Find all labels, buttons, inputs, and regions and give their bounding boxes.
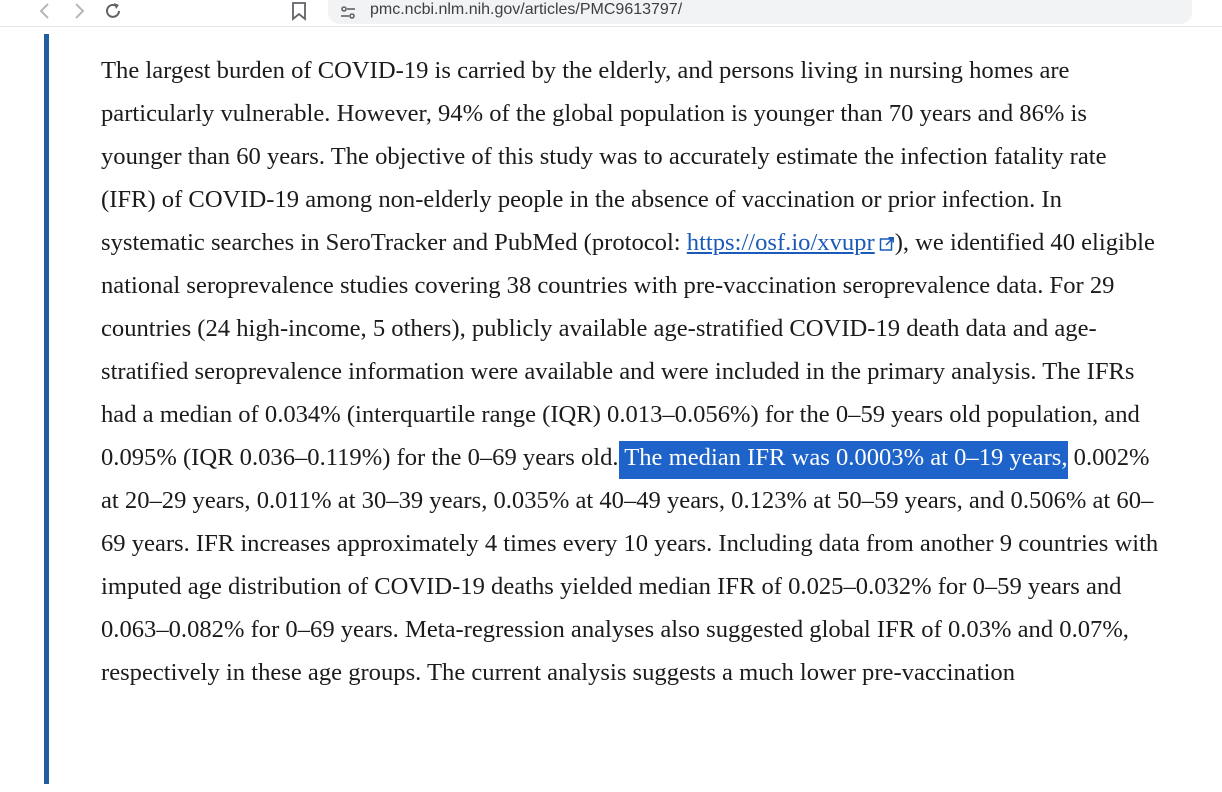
abstract-paragraph: [101, 49, 1161, 694]
back-arrow-icon[interactable]: [34, 0, 56, 22]
reload-icon[interactable]: [102, 0, 124, 22]
bookmark-icon[interactable]: [288, 0, 310, 22]
site-info-icon[interactable]: [338, 2, 358, 22]
abstract-text-part1: The largest burden of COVID-19 is carried by the elderly, and persons living in nursing homes are particularly vulnerable. However, 94% of the global population is younger than 70 years and 86% is younger than 60 years. The objective of this study was to accurately estimate the infection fatality rate (IFR) of COVID-19 among non-elderly people in the absence of vaccination or prior infection. In systematic searches in SeroTracker and PubMed (protocol:: [101, 57, 1107, 256]
abstract-text-part2: ), we identified 40 eligible national seroprevalence studies covering 38 countries with pre-vaccination seroprevalence data. For 29 countries (24 high-income, 5 others), publicly available age-stratified COVID-19 death data and age-stratified seroprevalence information were available and were included in the primary analysis. The IFRs had a median of 0.034% (interquartile range (IQR) 0.013–0.056%) for the 0–59 years old population, and 0.095% (IQR 0.036–0.119%) for the 0–69 years old.: [101, 229, 1155, 471]
abstract-left-rule: [44, 34, 49, 784]
browser-toolbar: [0, 0, 1222, 27]
selected-text-highlight[interactable]: The median IFR was 0.0003% at 0–19 years,: [619, 441, 1068, 479]
abstract-text-part3: 0.002% at 20–29 years, 0.011% at 30–39 years, 0.035% at 40–49 years, 0.123% at 50–59 years, and 0.506% at 60–69 years. IFR increases approximately 4 times every 10 years. Including data from another 9 countries with imputed age distribution of COVID-19 deaths yielded median IFR of 0.025–0.032% for 0–59 years and 0.063–0.082% for 0–69 years. Meta-regression analyses also suggested global IFR of 0.03% and 0.07%, respectively in these age groups. The current analysis suggests a much lower pre-vaccination: [101, 444, 1159, 686]
protocol-link[interactable]: https://osf.io/xvupr: [686, 229, 875, 256]
url-text[interactable]: pmc.ncbi.nlm.nih.gov/articles/PMC9613797/: [370, 1, 683, 18]
address-bar[interactable]: [328, 0, 1192, 24]
forward-arrow-icon[interactable]: [68, 0, 90, 22]
external-link-icon[interactable]: [879, 223, 895, 239]
